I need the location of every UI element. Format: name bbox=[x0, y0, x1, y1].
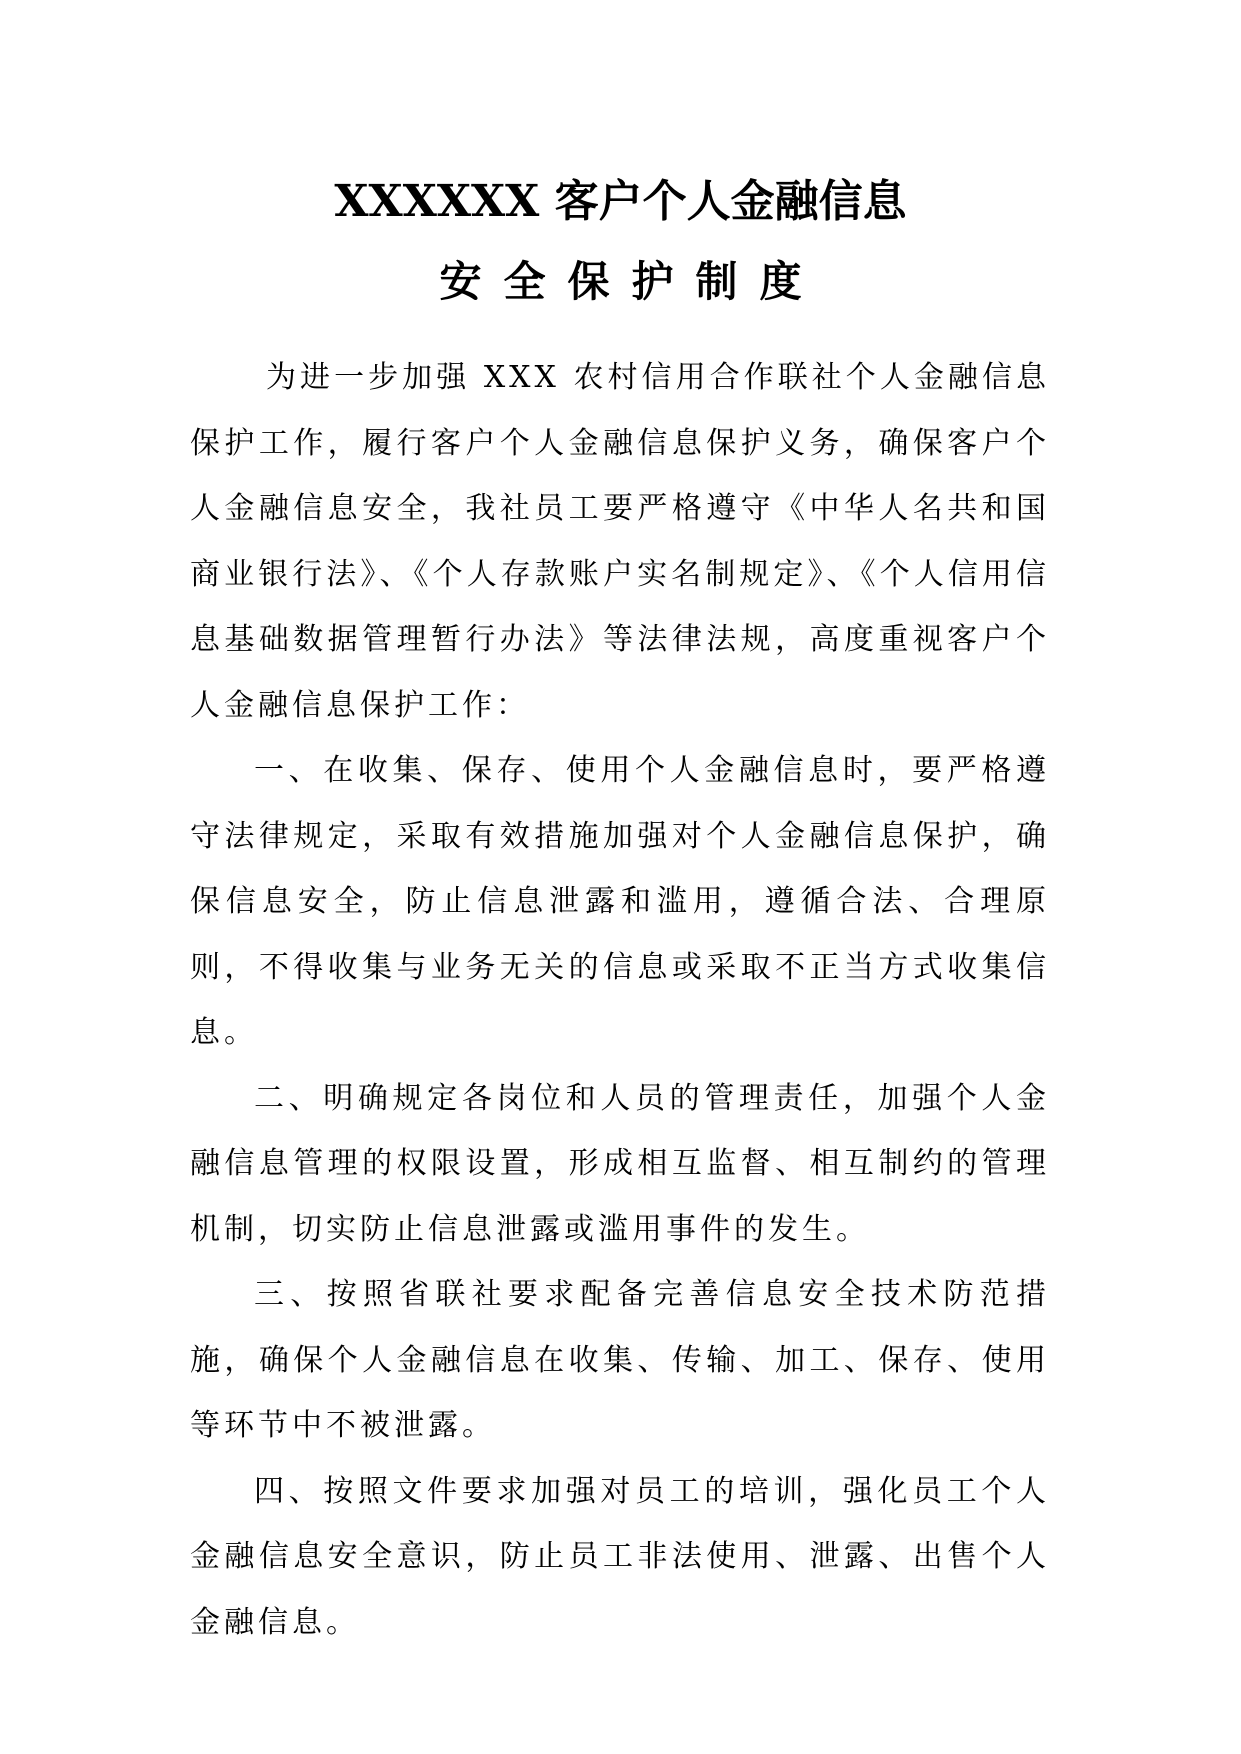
intro-paragraph: 为进一步加强 XXX 农村信用合作联社个人金融信息保护工作，履行客户个人金融信息保护义务，确保客户个人金融信息安全，我社员工要严格遵守《中华人名共和国商业银行法》、《个人存款账户实名制规定》、《个人信用信息基础数据管理暂行办法》等法律法规，高度重视客户个人金融信息保护工作： bbox=[190, 360, 1050, 723]
document-subtitle: 安全保护制度 bbox=[439, 257, 824, 306]
item-paragraph-3: 三、按照省联社要求配备完善信息安全技术防范措施，确保个人金融信息在收集、传输、加工、保存、使用等环节中不被泄露。 bbox=[190, 1277, 1050, 1443]
item-paragraph-2: 二、明确规定各岗位和人员的管理责任，加强个人金融信息管理的权限设置，形成相互监督、相互制约的管理机制，切实防止信息泄露或滥用事件的发生。 bbox=[190, 1080, 1050, 1247]
document-title: XXXXXX 客户个人金融信息 bbox=[334, 176, 907, 227]
item-paragraph-1: 一、在收集、保存、使用个人金融信息时，要严格遵守法律规定，采取有效措施加强对个人金融信息保护，确保信息安全，防止信息泄露和滥用，遵循合法、合理原则，不得收集与业务无关的信息或采取不正当方式收集信息。 bbox=[190, 753, 1050, 1050]
document-body bbox=[190, 345, 1050, 1655]
item-paragraph-4: 四、按照文件要求加强对员工的培训，强化员工个人金融信息安全意识，防止员工非法使用、泄露、出售个人金融信息。 bbox=[190, 1473, 1050, 1640]
